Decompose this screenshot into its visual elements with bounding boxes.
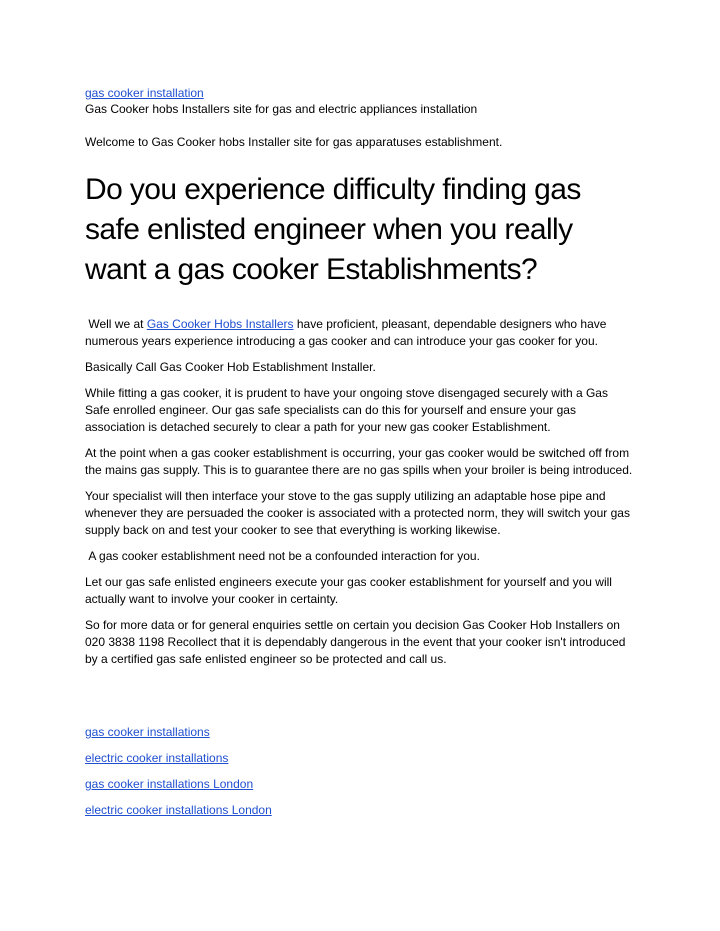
paragraph-simple-text: A gas cooker establishment need not be a confounded interaction for you. [88,549,480,563]
document-page [85,85,635,677]
footer-link-electric-cooker-installations[interactable]: electric cooker installations [85,751,229,765]
paragraph-contact: So for more data or for general enquiries settle on certain you decision Gas Cooker Hob Installers on 020 3838 1198 Recollect that it is dependably dangerous in the event that your cooker isn't introduced by a certified gas safe enlisted engineer so be protected and call us. [85,618,626,666]
paragraph-intro [85,316,635,350]
paragraph-specialist: Your specialist will then interface your stove to the gas supply utilizing an adaptable hose pipe and whenever they are persuaded the cooker is associated with a protected norm, they will switch your gas supply back on and test your cooker to see that everything is working likewise. [85,489,630,537]
paragraph-simple [85,548,635,565]
page-headline: Do you experience difficulty finding gas safe enlisted engineer when you really want a gas cooker Establishments? [85,173,581,286]
site-subtitle: Gas Cooker hobs Installers site for gas and electric appliances installation [85,102,478,116]
paragraph-mains-supply: At the point when a gas cooker establishment is occurring, your gas cooker would be switched off from the mains gas supply. This is to guarantee there are no gas spills when your broiler is being introduced. [85,446,633,477]
footer-link-gas-cooker-installations[interactable]: gas cooker installations [85,725,210,739]
paragraph-engineers: Let our gas safe enlisted engineers execute your gas cooker establishment for yourself and you will actually want to involve your cooker in certainty. [85,575,612,606]
welcome-text: Welcome to Gas Cooker hobs Installer site for gas apparatuses establishment. [85,135,503,149]
footer-links [85,724,272,828]
paragraph-fitting: While fitting a gas cooker, it is prudent to have your ongoing stove disengaged securely with a Gas Safe enrolled engineer. Our gas safe specialists can do this for yourself and ensure your gas association is detached securely to clear a path for your new gas cooker Establishment. [85,386,608,434]
paragraph-intro-before: Well we at [88,317,147,331]
gas-cooker-installation-link[interactable]: gas cooker installation [85,86,204,100]
gas-cooker-hobs-installers-link[interactable]: Gas Cooker Hobs Installers [146,317,294,331]
article-body [85,316,635,668]
paragraph-call: Basically Call Gas Cooker Hob Establishment Installer. [85,360,376,374]
footer-link-electric-cooker-installations-london[interactable]: electric cooker installations London [85,803,272,817]
paragraph-intro-after: have proficient, pleasant, dependable designers who have numerous years experience introducing a gas cooker and can introduce your gas cooker for you. [85,317,607,348]
footer-link-gas-cooker-installations-london[interactable]: gas cooker installations London [85,777,254,791]
